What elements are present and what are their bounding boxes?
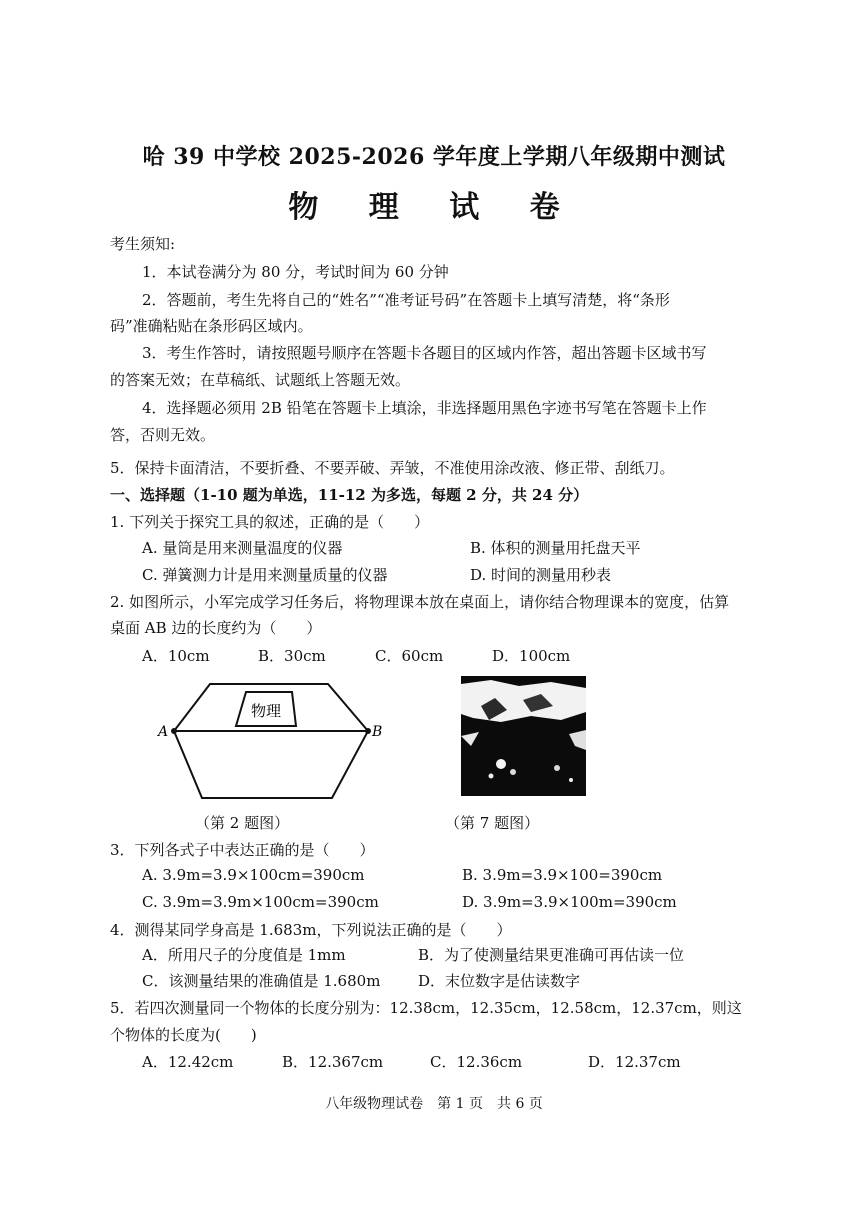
q5-stem-line-2: 个物体的长度为( ) [110,1026,257,1044]
q3-option-b: B. 3.9m=3.9×100=390cm [462,866,663,884]
q3-option-a: A. 3.9m=3.9×100cm=390cm [142,866,365,884]
figure-7-photo-shapes [461,676,586,796]
exam-title: 哈 39 中学校 2025-2026 学年度上学期八年级期中测试 [142,144,726,170]
q4-option-d: D．末位数字是估读数字 [418,972,581,990]
q2-stem-line-1: 2. 如图所示，小军完成学习任务后，将物理课本放在桌面上，请你结合物理课本的宽度，估算 [110,593,730,611]
q2-option-d: D．100cm [492,647,571,665]
q2-stem-line-2: 桌面 AB 边的长度约为（ ） [110,619,322,637]
exam-subtitle: 物 理 试 卷 [288,190,580,225]
q4-option-c: C．该测量结果的准确值是 1.680m [142,972,381,990]
notice-item-2-line-2: 码”准确粘贴在条形码区域内。 [110,317,313,335]
q1-option-a: A. 量筒是用来测量温度的仪器 [142,539,343,557]
page-footer: 八年级物理试卷 第 1 页 共 6 页 [325,1096,543,1112]
q4-stem: 4．测得某同学身高是 1.683m，下列说法正确的是（ ） [110,921,512,939]
q4-option-a: A．所用尺子的分度值是 1mm [142,946,346,964]
notice-heading: 考生须知: [110,235,176,253]
q4-option-b: B．为了使测量结果更准确可再估读一位 [418,946,685,964]
textbook-label: 物理 [250,702,282,720]
q2-option-c: C．60cm [375,647,444,665]
notice-item-4-line-2: 答，否则无效。 [110,426,216,444]
q5-option-d: D．12.37cm [588,1053,681,1071]
q3-option-d: D. 3.9m=3.9×100m=390cm [462,893,677,911]
notice-item-2-line-1: 2．答题前，考生先将自己的“姓名”“准考证号码”在答题卡上填写清楚，将“条形 [142,291,670,309]
section-choice-heading: 一、选择题（1-10 题为单选，11-12 为多选，每题 2 分，共 24 分） [110,486,589,504]
point-b-label: B [372,724,383,740]
q1-option-c: C. 弹簧测力计是用来测量质量的仪器 [142,566,388,584]
notice-item-4-line-1: 4．选择题必须用 2B 铅笔在答题卡上填涂，非选择题用黑色字迹书写笔在答题卡上作 [142,399,707,417]
point-a-label: A [158,724,169,740]
q1-option-d: D. 时间的测量用秒表 [470,566,612,584]
notice-item-3-line-2: 的答案无效；在草稿纸、试题纸上答题无效。 [110,371,411,389]
q2-option-a: A．10cm [142,647,210,665]
q1-stem: 1. 下列关于探究工具的叙述，正确的是（ ） [110,513,430,531]
point-a-marker [171,728,177,734]
q5-option-b: B．12.367cm [282,1053,384,1071]
point-b-marker [365,728,371,734]
q5-option-a: A．12.42cm [142,1053,234,1071]
q5-stem-line-1: 5．若四次测量同一个物体的长度分别为：12.38cm，12.35cm，12.58cm，12.37cm，则这 [110,999,742,1017]
notice-item-3-line-1: 3．考生作答时，请按照题号顺序在答题卡各题目的区域内作答，超出答题卡区域书写 [142,344,707,362]
figure-2-desk-diagram [150,676,390,806]
q3-stem: 3．下列各式子中表达正确的是（ ） [110,841,375,859]
q3-option-c: C. 3.9m=3.9m×100cm=390cm [142,893,379,911]
q5-option-c: C．12.36cm [430,1053,523,1071]
q1-option-b: B. 体积的测量用托盘天平 [470,539,641,557]
q2-option-b: B．30cm [258,647,326,665]
notice-item-5: 5．保持卡面清洁，不要折叠、不要弄破、弄皱，不准使用涂改液、修正带、刮纸刀。 [110,459,675,477]
figure-2-caption: （第 2 题图） [195,814,290,832]
figure-7-caption: （第 7 题图） [445,814,540,832]
figure-7-photo [461,676,586,796]
notice-item-1: 1．本试卷满分为 80 分，考试时间为 60 分钟 [142,263,449,281]
